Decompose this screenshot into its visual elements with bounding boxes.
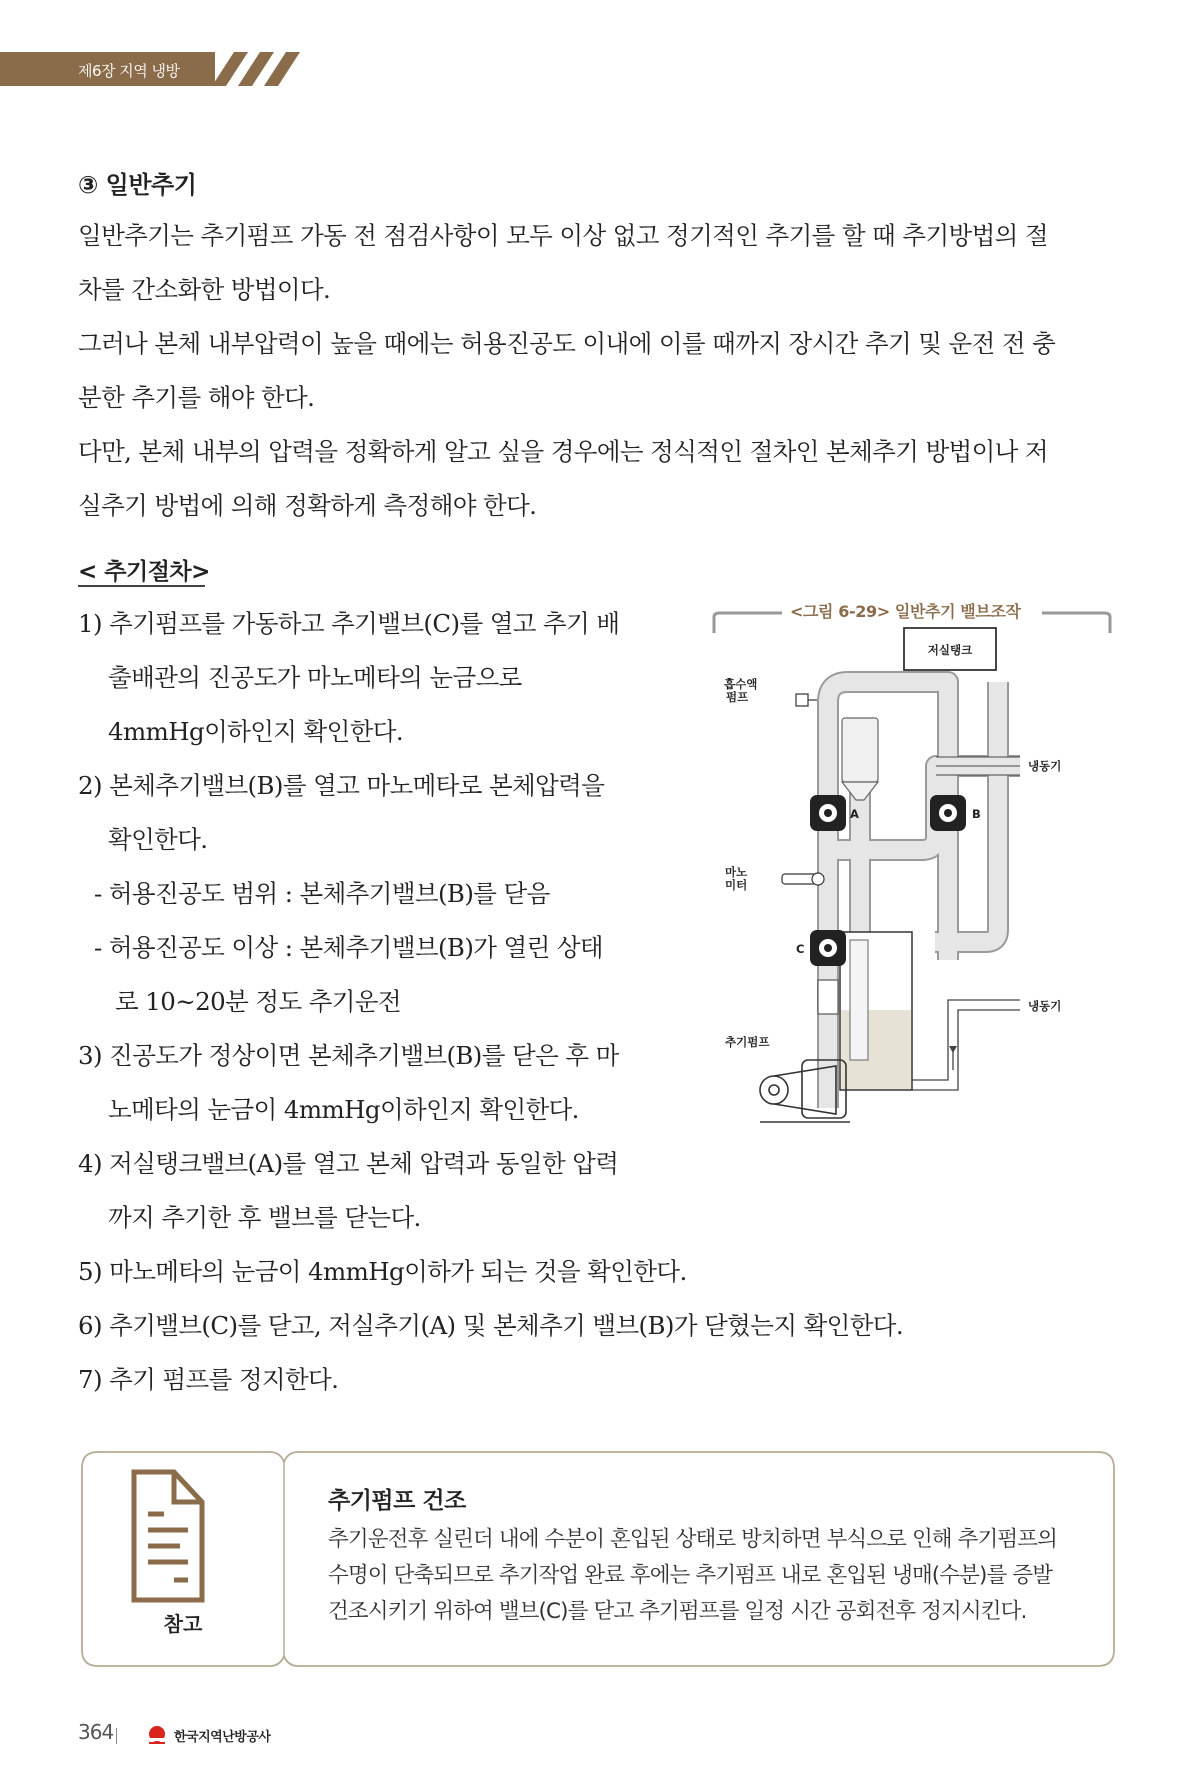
procedure-step-2-above: - 허용진공도 이상 : 본체추기밸브(B)가 열린 상태	[94, 933, 603, 962]
page-number: 364	[78, 1720, 114, 1744]
procedure-step-4: 4) 저실탱크밸브(A)를 열고 본체 압력과 동일한 압력	[78, 1149, 619, 1178]
paragraph-2-line-2: 분한 추기를 해야 한다.	[78, 383, 315, 412]
label-valve-c: C	[796, 942, 805, 956]
procedure-title: < 추기절차>	[78, 559, 210, 585]
chapter-label: 제6장 지역 냉방	[78, 62, 180, 80]
note-icon-label: 참고	[163, 1612, 203, 1636]
procedure-step-1-cont: 출배관의 진공도가 마노메타의 눈금으로	[108, 663, 522, 692]
label-refrigerator-bottom: 냉동기	[1028, 999, 1062, 1013]
note-title: 추기펌프 건조	[328, 1488, 466, 1514]
procedure-step-3-cont: 노메타의 눈금이 4mmHg이하인지 확인한다.	[108, 1095, 579, 1124]
valve-c-icon	[810, 930, 846, 966]
purge-pump-icon	[760, 1060, 850, 1122]
procedure-step-5: 5) 마노메타의 눈금이 4mmHg이하가 되는 것을 확인한다.	[78, 1257, 687, 1286]
procedure-step-7: 7) 추기 펌프를 정지한다.	[78, 1365, 339, 1394]
procedure-step-3: 3) 진공도가 정상이면 본체추기밸브(B)를 닫은 후 마	[78, 1041, 619, 1070]
label-valve-b: B	[972, 807, 981, 821]
valve-a-icon	[810, 795, 846, 831]
procedure-step-2-above-cont: 로 10~20분 정도 추기운전	[115, 987, 401, 1016]
valve-b-icon	[930, 795, 966, 831]
note-line-1: 추기운전후 실린더 내에 수분이 혼입된 상태로 방치하면 부식으로 인해 추기펌프의	[328, 1527, 1057, 1552]
label-refrigerator-top: 냉동기	[1028, 759, 1062, 773]
svg-text:흡수액펌프: 흡수액 펌프	[724, 677, 758, 704]
paragraph-1-line-2: 차를 간소화한 방법이다.	[78, 275, 331, 304]
page-number-separator	[116, 1728, 117, 1744]
label-valve-a: A	[850, 807, 859, 821]
procedure-step-2-cont: 확인한다.	[108, 825, 208, 854]
footer-organization: 한국지역난방공사	[174, 1730, 271, 1745]
note-line-3: 건조시키기 위하여 밸브(C)를 닫고 추기펌프를 일정 시간 공회전후 정지시킨다.	[328, 1599, 1027, 1624]
figure-caption: <그림 6-29> 일반추기 밸브조작	[790, 602, 1021, 621]
procedure-title-underline	[78, 585, 205, 587]
kdhc-logo-icon	[146, 1724, 168, 1746]
procedure-step-1: 1) 추기펌프를 가동하고 추기밸브(C)를 열고 추기 배	[78, 609, 620, 638]
note-line-2: 수명이 단축되므로 추기작업 완료 후에는 추기펌프 내로 혼입된 냉매(수분)를 증발	[328, 1563, 1053, 1588]
procedure-step-6: 6) 추기밸브(C)를 닫고, 저실추기(A) 및 본체추기 밸브(B)가 닫혔는지 확인한다.	[78, 1311, 904, 1340]
section-title: ③ 일반추기	[78, 171, 197, 199]
header-stripes-decoration	[212, 52, 302, 86]
procedure-step-2: 2) 본체추기밸브(B)를 열고 마노메타로 본체압력을	[78, 771, 605, 800]
svg-text:마노미터: 마노 미터	[725, 865, 748, 892]
paragraph-3-line-2: 실추기 방법에 의해 정확하게 측정해야 한다.	[78, 491, 537, 520]
procedure-step-4-cont: 까지 추기한 후 밸브를 닫는다.	[108, 1203, 421, 1232]
purge-valve-diagram	[724, 640, 1110, 1140]
label-purge-pump: 추기펌프	[725, 1035, 770, 1049]
paragraph-3-line-1: 다만, 본체 내부의 압력을 정확하게 알고 싶을 경우에는 정식적인 절차인 본체추기 방법이나 저	[78, 437, 1048, 466]
paragraph-1-line-1: 일반추기는 추기펌프 가동 전 점검사항이 모두 이상 없고 정기적인 추기를 할 때 추기방법의 절	[78, 221, 1048, 250]
paragraph-2-line-1: 그러나 본체 내부압력이 높을 때에는 허용진공도 이내에 이를 때까지 장시간 추기 및 운전 전 충	[78, 329, 1056, 358]
procedure-step-1-cont-2: 4mmHg이하인지 확인한다.	[108, 717, 404, 746]
label-tank: 저실탱크	[927, 643, 973, 657]
procedure-step-2-range: - 허용진공도 범위 : 본체추기밸브(B)를 닫음	[94, 879, 550, 908]
